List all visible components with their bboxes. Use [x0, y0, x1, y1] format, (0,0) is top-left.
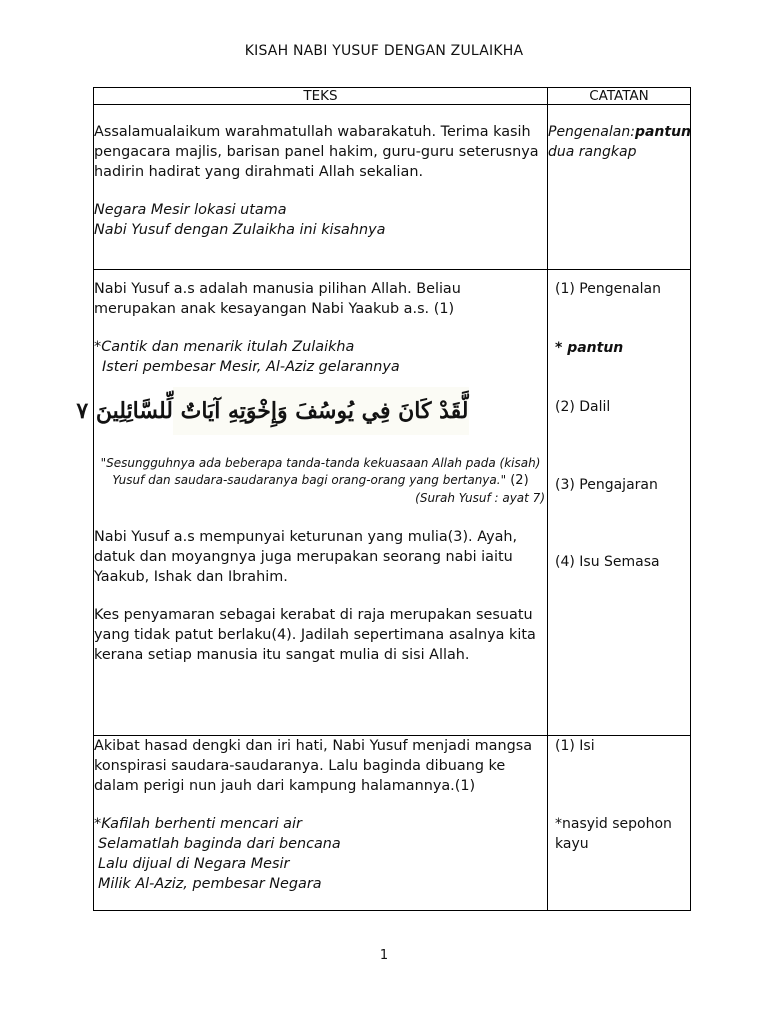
- quote-marker: (2): [506, 473, 529, 488]
- nasyid-line: Lalu dijual di Negara Mesir: [98, 856, 290, 872]
- pantun-line: Isteri pembesar Mesir, Al-Aziz gelarannya: [102, 359, 400, 375]
- header-teks: TEKS: [94, 88, 548, 105]
- row1-note-cell: [548, 105, 691, 270]
- moral-paragraph: Kes penyamaran sebagai kerabat di raja merupakan sesuatu yang tidak patut berlaku(4). Jadilah sepertimana asalnya kita kerana setiap manusia itu sangat mulia di sisi Allah.: [94, 607, 536, 663]
- script-table: [76, 87, 692, 911]
- row3-note-cell: [548, 736, 691, 911]
- quran-calligraphy: [76, 387, 469, 435]
- note-bold: pantun: [634, 124, 692, 140]
- row1-text-cell: [94, 105, 548, 270]
- nasyid-line: *Kafilah berhenti mencari air: [94, 816, 302, 832]
- note-isu-semasa: (4) Isu Semasa: [555, 554, 660, 570]
- opening-paragraph: Assalamualaikum warahmatullah wabarakatuh. Terima kasih pengacara majlis, barisan panel hakim, guru-guru seterusnya hadirin hadirat yang dirahmati Allah sekalian.: [94, 124, 539, 180]
- row3-text-cell: [94, 736, 548, 911]
- intro-paragraph: Nabi Yusuf a.s adalah manusia pilihan Allah. Beliau merupakan anak kesayangan Nabi Yaakub a.s. (1): [94, 281, 461, 317]
- header-catatan: CATATAN: [548, 88, 691, 105]
- nasyid-line: Selamatlah baginda dari bencana: [98, 836, 341, 852]
- arabic-text: لَّقَدْ كَانَ فِي يُوسُفَ وَإِخْوَتِهِ آيَاتٌ لِّلسَّائِلِينَ ٧: [76, 398, 469, 424]
- pantun-line: Nabi Yusuf dengan Zulaikha ini kisahnya: [94, 222, 386, 238]
- table-row: [94, 736, 691, 911]
- pantun-line: [94, 337, 547, 357]
- page-number: 1: [379, 948, 389, 963]
- row2-note-cell: [548, 270, 691, 736]
- pantun-line: Negara Mesir lokasi utama: [94, 202, 287, 218]
- verse-star: *: [94, 339, 102, 355]
- note-pengajaran: (3) Pengajaran: [555, 477, 658, 493]
- verse-translation: [94, 455, 547, 489]
- note-dalil: (2) Dalil: [555, 399, 611, 415]
- quote-text: "Sesungguhnya ada beberapa tanda-tanda kekuasaan Allah pada (kisah) Yusuf dan saudara-saudaranya bagi orang-orang yang bertanya.": [100, 456, 541, 487]
- note-suffix: dua rangkap: [548, 144, 637, 160]
- story-paragraph: Akibat hasad dengki dan iri hati, Nabi Yusuf menjadi mangsa konspirasi saudara-saudaranya. Lalu baginda dibuang ke dalam perigi nun jauh dari kampung halamannya.(1): [94, 738, 533, 794]
- document-title: KISAH NABI YUSUF DENGAN ZULAIKHA: [244, 43, 524, 59]
- arabic-verse-image: [76, 387, 547, 435]
- row2-text-cell: [76, 270, 548, 736]
- verse-text: Cantik dan menarik itulah Zulaikha: [101, 339, 355, 355]
- note-nasyid: *nasyid sepohon kayu: [555, 816, 672, 852]
- note-introduction: [548, 122, 690, 162]
- table-header-row: [94, 88, 691, 105]
- nasyid-line: Milik Al-Aziz, pembesar Negara: [98, 876, 322, 892]
- table-row: [94, 270, 691, 736]
- note-pantun: * pantun: [555, 340, 624, 356]
- table-row: [94, 105, 691, 270]
- lineage-paragraph: Nabi Yusuf a.s mempunyai keturunan yang mulia(3). Ayah, datuk dan moyangnya juga merupakan seorang nabi iaitu Yaakub, Ishak dan Ibrahim.: [94, 529, 518, 585]
- note-isi: (1) Isi: [555, 738, 595, 754]
- note-pengenalan: (1) Pengenalan: [555, 281, 662, 297]
- note-prefix: Pengenalan:: [548, 124, 635, 140]
- verse-reference: (Surah Yusuf : ayat 7): [415, 491, 545, 505]
